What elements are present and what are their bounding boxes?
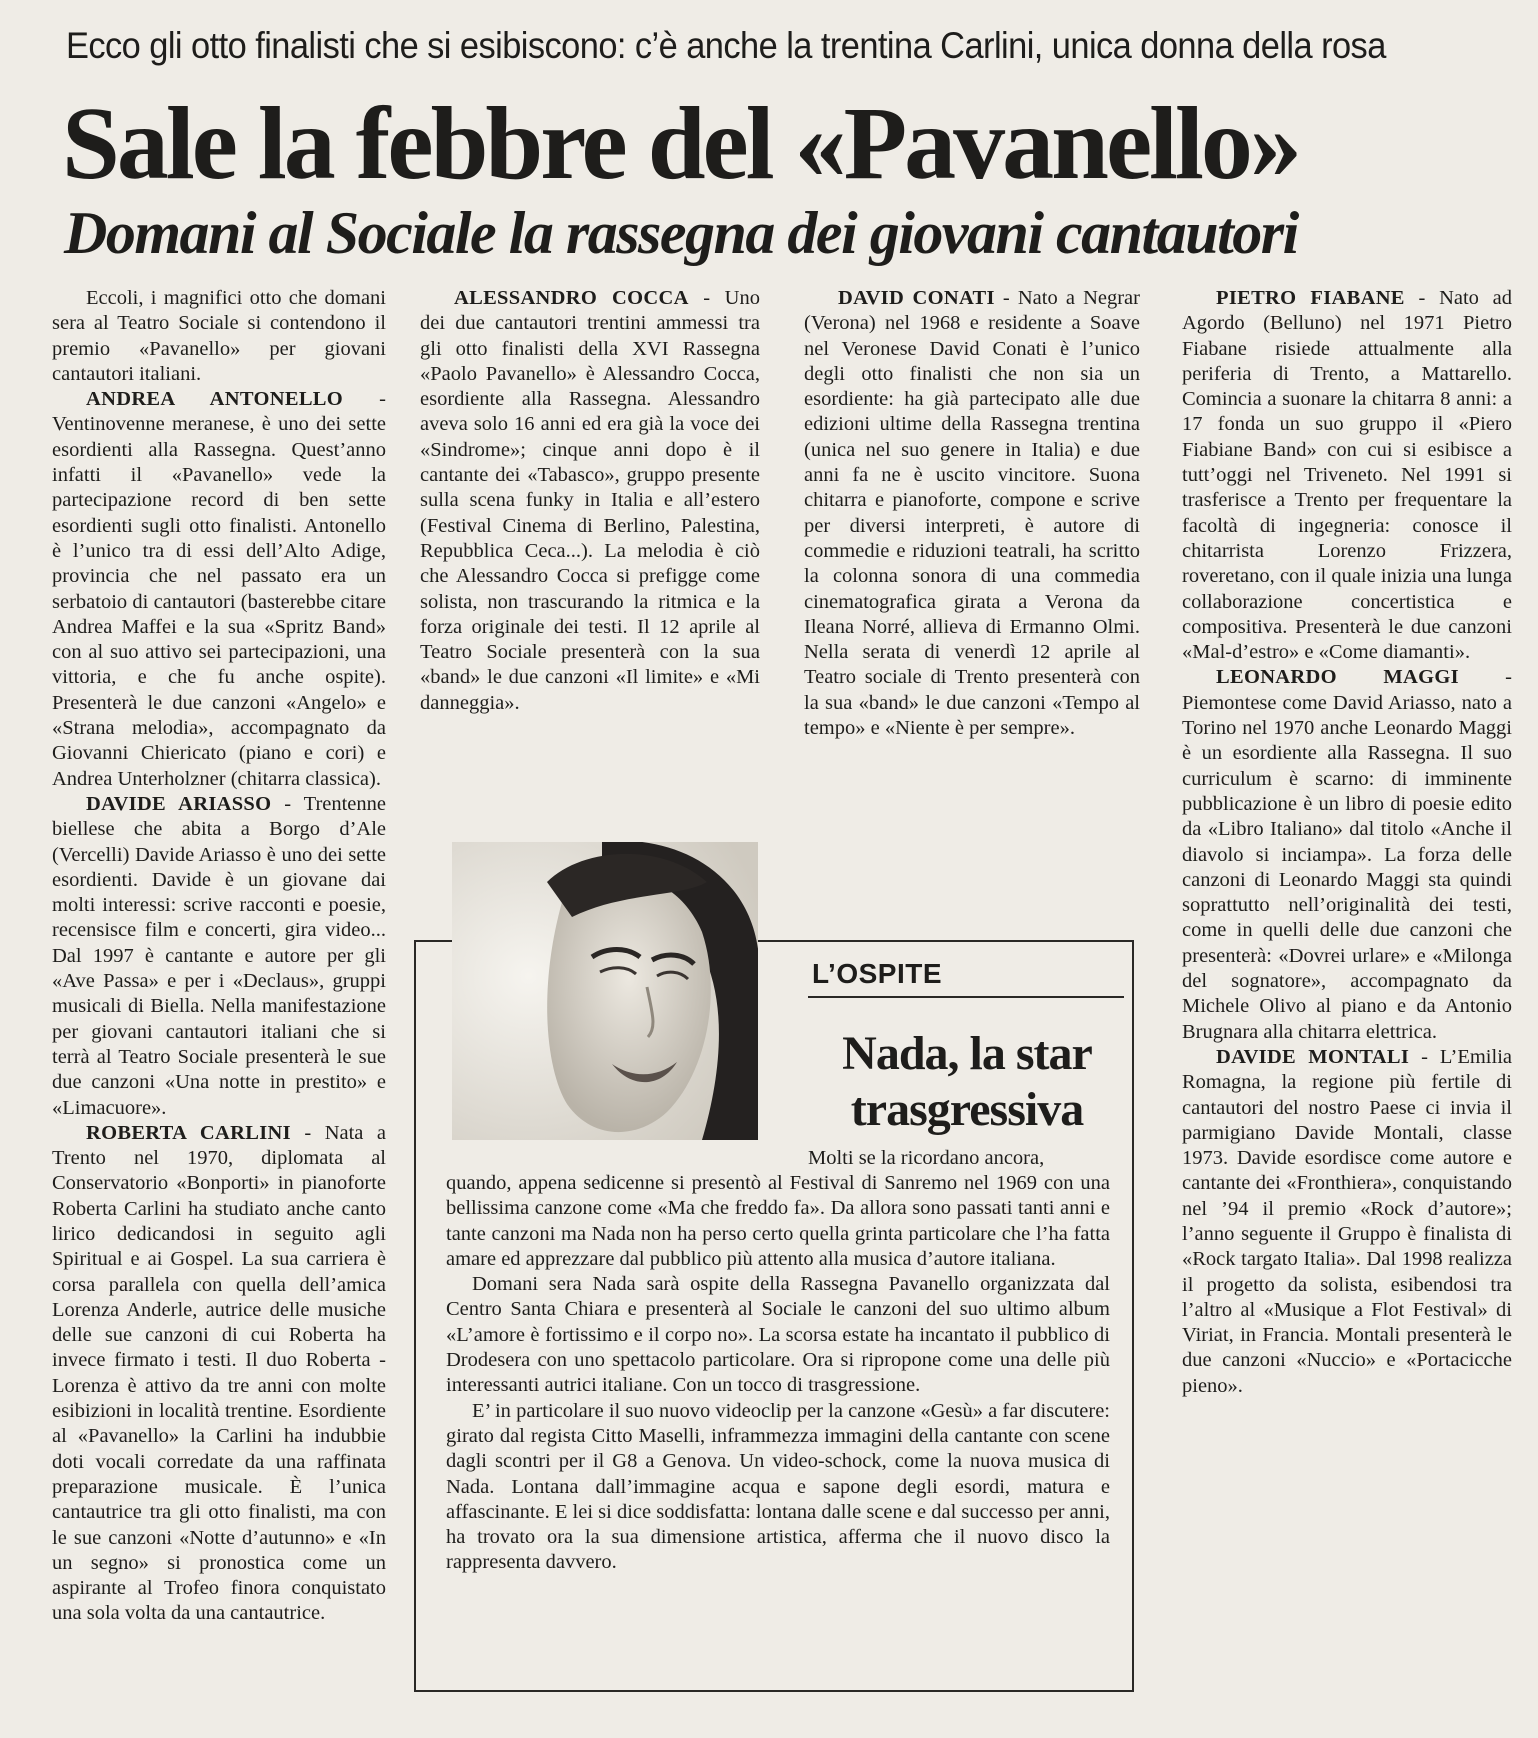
finalist-text: - Nato ad Agordo (Belluno) nel 1971 Pietro Fiabane risiede attualmente alla periferia di Trento, a Mattarello. Comincia a suonare la chitarra 8 anni: a 17 fonda un suo gruppo il «Piero Fiabiane Band» con cui si esibisce a tutt’oggi nel Triveneto. Nel 1991 si trasferisce a Trento per frequentare la facoltà di ingegneria: conosce il chitarrista Lorenzo Frizzera, roveretano, con il quale inizia una lunga collaborazione concertistica e compositiva. Presenterà le due canzoni «Mal-d’estro» e «Come diamanti». [1182,287,1513,664]
guest-divider [808,996,1124,998]
finalist-name: LEONARDO MAGGI [1216,666,1459,689]
finalist-text: - Ventinovenne meranese, è uno dei sette esordienti alla Rassegna. Quest’anno infatti il «Pavanello» vede la partecipazione record di ben sette esordienti sugli otto finalisti. Antonello è l’unico tra di essi dell’Alto Adige, provincia che nel passato era un serbatoio di cantautori (basterebbe citare Andrea Maffei e la sua «Spritz Band» con al suo attivo sei partecipazioni, una vittoria, e che fu anche ospite). Presenterà le due canzoni «Angelo» e «Strana melodia», accompagnato da Giovanni Chiericato (piano e cori) e Andrea Unterholzner (chitarra classica). [52,388,386,790]
finalist-text: - Nato a Negrar (Verona) nel 1968 e residente a Soave nel Veronese David Conati è l’unico degli otto finalisti che non sia un esordiente: ha già partecipato alle due edizioni ultime della Rassegna trentina (unica nel suo genere in Italia) e due anni fa ne è uscito vincitore. Suona chitarra e pianoforte, compone e scrive per diversi interpreti, è autore di commedie e riduzioni teatrali, ha scritto la colonna sonora di una commedia cinematografica girata a Verona da Ileana Norré, allieva di Ermanno Olmi. Nella serata di venerdì 12 aprile al Teatro sociale di Trento presenterà con la sua «band» le due canzoni «Tempo al tempo» e «Niente è per sempre». [804,287,1140,740]
finalist-paragraph [52,792,386,1121]
finalist-text: - L’Emilia Romagna, la regione più fertile di cantautori del nostro Paese ci invia il parmigiano Davide Montali, classe 1973. Davide esordisce come autore e cantante dei «Fronthiera», conquistando nel ’94 il premio «Rock d’autore»; l’anno seguente il Gruppo è finalista di «Rock targato Italia». Dal 1998 realizza il progetto da solista, esibendosi tra l’altro al «Musique a Flot Festival» di Viriat, in Francia. Montali presenterà le due canzoni «Nuccio» e «Portacicche pieno». [1182,1045,1512,1397]
finalist-paragraph [52,1121,386,1627]
guest-title: Nada, la star trasgressiva [842,1027,1092,1136]
kicker: Ecco gli otto finalisti che si esibiscono: c’è anche la trentina Carlini, unica donna della rosa [66,25,1386,66]
finalist-text: - Trentenne biellese che abita a Borgo d’Ale (Vercelli) Davide Ariasso è uno dei sette esordienti. Davide è un giovane dai molti interessi: scrive racconti e poesie, recensisce film e concerti, gira video... Dal 1997 è cantante e autore per gli «Ave Passa» e per i «Declaus», gruppi musicali di Biella. Nella manifestazione per giovani cantautori italiani che si terrà al Teatro Sociale presenterà le sue due canzoni «Una notte in prestito» e «Limacuore». [52,792,387,1119]
intro-paragraph: Eccoli, i magnifici otto che domani sera al Teatro Sociale si contendono il premio «Pavanello» per giovani cantautori italiani. [52,287,386,385]
finalist-name: DAVID CONATI [838,287,995,309]
guest-paragraph: E’ in particolare il suo nuovo videoclip per la canzone «Gesù» a far discutere: girato dal regista Citto Maselli, inframmezza immagini della cantante con scene dagli scontri per il G8 a Genova. Un video-schock, come la nuova musica di Nada. Lontana dall’immagine acqua e sapone degli esordi, matura e affascinante. E lei si dice soddisfatta: lontana dalle scene e dal successo per anni, ha trovato ora la sua dimensione artistica, afferma che il nuovo disco la rappresenta davvero. [446,1399,1110,1574]
guest-body [446,1171,1110,1576]
finalist-name: ALESSANDRO COCCA [454,287,689,309]
guest-lead: Molti se la ricordano ancora, [808,1147,1045,1169]
finalist-name: ROBERTA CARLINI [86,1121,291,1144]
portrait-photo [452,842,758,1140]
finalist-text: - Nata a Trento nel 1970, diplomata al Conservatorio «Bonporti» in pianoforte Roberta Carlini ha studiato anche canto lirico dedicandosi in seguito agli Spiritual e ai Gospel. La sua carriera è corsa parallela con quella dell’amica Lorenza Anderle, autrice delle musiche delle sue canzoni di cui Roberta ha invece firmato i testi. Il duo Roberta - Lorenza è attivo da tre anni con molte esibizioni in località trentine. Esordiente al «Pavanello» la Carlini ha indubbie doti vocali corredate da una raffinata preparazione musicale. È l’unica cantautrice tra gli otto finalisti, ma con le sue canzoni «Notte d’autunno» e «In un segno» si pronostica come un aspirante al Trofeo finora conquistato una sola volta da una cantautrice. [52,1121,386,1625]
guest-tag: L’OSPITE [812,958,943,989]
column-4 [1182,286,1512,1706]
finalist-name: DAVIDE MONTALI [1216,1045,1410,1068]
finalist-paragraph [52,387,386,792]
finalist-text: - Uno dei due cantautori trentini ammessi tra gli otto finalisti della XVI Rassegna «Paolo Pavanello» è Alessandro Cocca, esordiente alla Rassegna. Alessandro aveva solo 16 anni ed era già la voce dei «Sindrome»; cinque anni dopo è il cantante dei «Tabasco», gruppo presente sulla scena funky in Italia e all’estero (Festival Cinema di Berlino, Palestina, Repubblica Ceca...). La melodia è ciò che Alessandro Cocca si prefigge come solista, non trascurando la ritmica e la forza originale dei testi. Il 12 aprile al Teatro Sociale presenterà con la sua «band» le due canzoni «Il limite» e «Mi danneggia». [420,287,760,714]
portrait-image [452,842,758,1140]
finalist-paragraph [1182,1045,1512,1399]
finalist-name: DAVIDE ARIASSO [86,792,272,815]
guest-paragraph: quando, appena sedicenne si presentò al Festival di Sanremo nel 1969 con una bellissima canzone come «Ma che freddo fa». Da allora sono passati tanti anni e tante canzoni ma Nada non ha perso certo quella grinta particolare che l’ha fatta amare ed apprezzare dal pubblico più attento alla musica d’autore italiana. [446,1172,1110,1270]
finalist-paragraph [420,286,760,716]
finalist-name: PIETRO FIABANE [1216,287,1405,309]
column-3 [804,286,1140,906]
headline: Sale la febbre del «Pavanello» [62,86,1299,201]
column-1 [52,286,386,1696]
subhead: Domani al Sociale la rassegna dei giovani cantautori [64,200,1298,266]
finalist-paragraph [1182,286,1512,665]
finalist-text: - Piemontese come David Ariasso, nato a Torino nel 1970 anche Leonardo Maggi è un esordiente alla Rassegna. Il suo curriculum è scarno: di imminente pubblicazione è un libro di poesie edito da «Libro Italiano» dal titolo «Anche il diavolo si inciampa». La forza delle canzoni di Leonardo Maggi sta quindi soprattutto nell’originalità dei testi, come in quelli delle due canzoni che presenterà: «Dovrei urlare» e «Milonga del sognatore», accompagnato da Michele Olivo al piano e da Antonio Brugnara alla chitarra elettrica. [1182,666,1512,1043]
finalist-paragraph [1182,665,1512,1044]
finalist-paragraph [804,286,1140,741]
finalist-name: ANDREA ANTONELLO [86,388,344,411]
column-2 [420,286,760,786]
guest-paragraph: Domani sera Nada sarà ospite della Rassegna Pavanello organizzata dal Centro Santa Chiara e presenterà al Sociale le canzoni del suo ultimo album «L’amore è fortissimo e il corpo no». La scorsa estate ha incantato il pubblico di Drodesera con uno spettacolo particolare. Ora si ripropone come una delle più interessanti autrici italiane. Con un tocco di trasgressione. [446,1273,1110,1397]
